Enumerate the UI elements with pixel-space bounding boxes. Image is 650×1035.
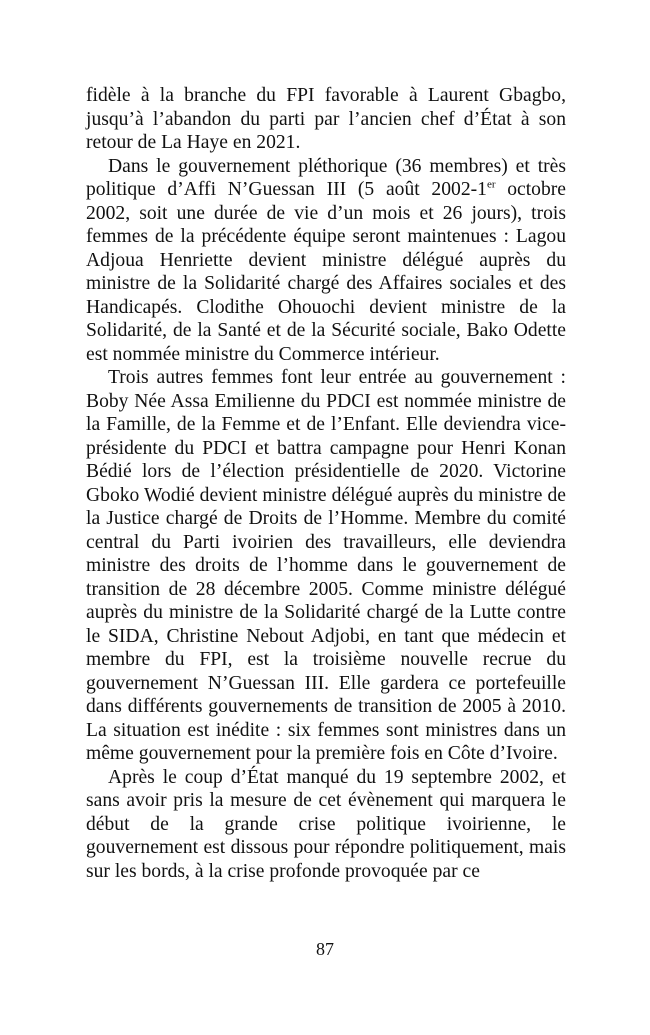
paragraph-2-lead: Dans le gouvernement pléthorique (36 membres) et très — [108, 155, 566, 177]
paragraph-1: fidèle à la branche du FPI favorable à Laurent Gbagbo, jusqu’à l’abandon du parti par l’ancien chef d’État à son retour de La Haye en 2021. — [86, 85, 566, 153]
page-body — [86, 84, 566, 883]
paragraph-2 — [86, 155, 566, 367]
paragraph-3: Trois autres femmes font leur entrée au gouvernement : Boby Née Assa Emilienne du PDCI est nommée ministre de la Famille, de la Femme et de l’Enfant. Elle deviendra vice-présidente du PDCI et battra campagne pour Henri Konan Bédié lors de l’élection présidentielle de 2020. Victorine Gboko Wodié devient ministre délégué auprès du ministre de la Justice chargé de Droits de l’Homme. Membre du comité central du Parti ivoirien des travailleurs, elle deviendra ministre des droits de l’homme dans le gouvernement de transition de 28 décembre 2005. Comme ministre délégué auprès du ministre de la Solidarité chargé de la Lutte contre le SIDA, Christine Nebout Adjobi, en tant que médecin et membre du FPI, est la troisième nouvelle recrue du gouvernement N’Guessan III. Elle gardera ce portefeuille dans différents gouvernements de transition de 2005 à 2010. La situation est inédite : six femmes sont ministres dans un même gouvernement pour la première fois en Côte d’Ivoire. — [86, 367, 566, 764]
paragraph-2-rest: octobre 2002, soit une durée de vie d’un mois et 26 jours), trois femmes de la précédente équipe seront maintenues : Lagou Adjoua Henriette devient ministre délégué auprès du ministre de la Solidarité chargé des Affaires sociales et des Handicapés. Clodithe Ohouochi devient ministre de la Solidarité, de la Santé et de la Sécurité sociale, Bako Odette est nommée ministre du Commerce intérieur. — [86, 179, 566, 365]
page-number: 87 — [316, 939, 334, 959]
paragraph-2-date-start: politique d’Affi N’Guessan III (5 août 2002-1 — [86, 179, 487, 200]
paragraph-4: Après le coup d’État manqué du 19 septembre 2002, et sans avoir pris la mesure de cet évènement qui marquera le début de la grande crise politique ivoirienne, le gouvernement est dissous pour répondre politiquement, mais sur les bords, à la crise profonde provoquée par ce — [86, 766, 566, 882]
ordinal-superscript: er — [486, 178, 496, 191]
